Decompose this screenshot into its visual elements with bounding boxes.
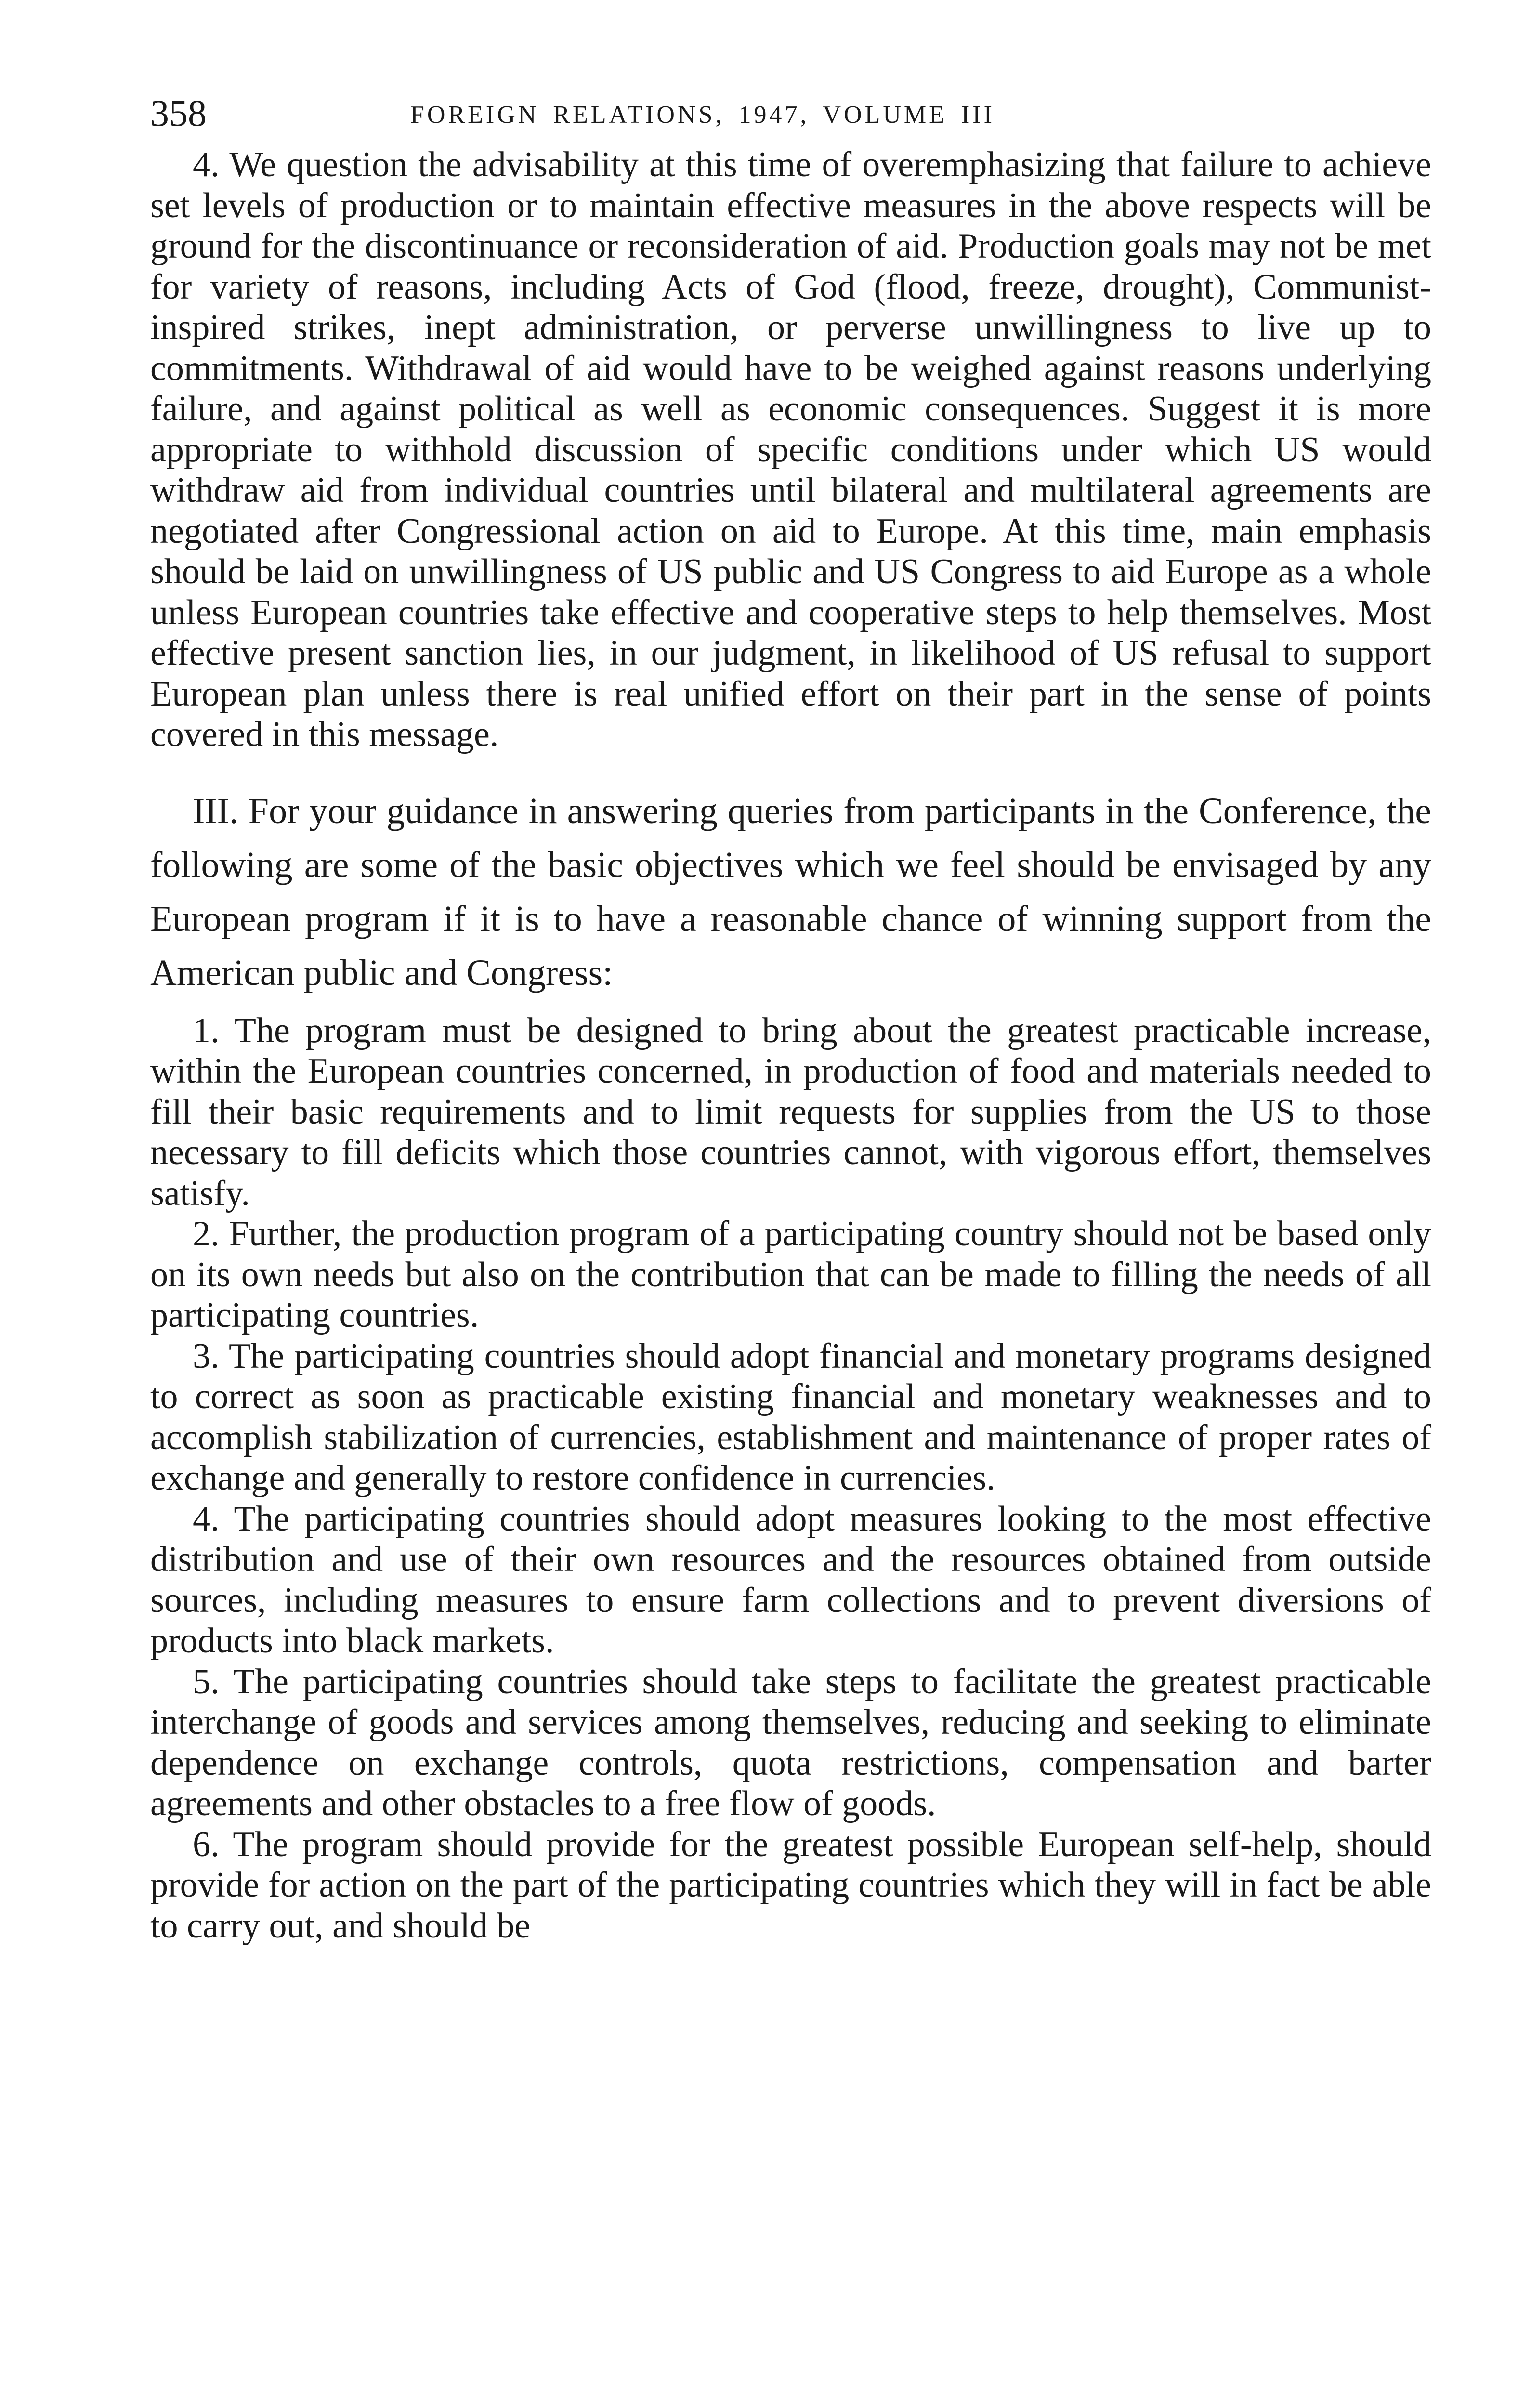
- objective-5: 5. The participating countries should take steps to facilitate the greatest practicable interchange of goods and services among themselves, reducing and seeking to eliminate dependence on exchange controls, quota restrictions, compensation and barter agreements and other obstacles to a free flow of goods.: [150, 1662, 1431, 1823]
- paragraph-4-block: [150, 144, 1431, 755]
- objective-1: 1. The program must be designed to bring about the greatest practicable increase, within the European countries concerned, in production of food and materials needed to fill their basic requirements and to limit requests for supplies from the US to those necessary to fill deficits which those countries cannot, with vigorous effort, themselves satisfy.: [150, 1010, 1431, 1213]
- objective-3: 3. The participating countries should adopt financial and monetary programs designed to correct as soon as practicable existing financial and monetary weaknesses and to accomplish stabilization of currencies, establishment and maintenance of proper rates of exchange and generally to restore confidence in currencies.: [150, 1336, 1431, 1498]
- page-number: 358: [150, 92, 207, 134]
- section-iii-intro-block: [150, 784, 1431, 1000]
- page-header: [150, 92, 1431, 144]
- paragraph-4: 4. We question the advisability at this time of overemphasizing that failure to achieve set levels of production or to maintain effective measures in the above respects will be ground for the discontinuance or reconsideration of aid. Production goals may not be met for variety of reasons, including Acts of God (flood, freeze, drought), Communist-inspired strikes, inept administration, or perverse unwillingness to live up to commitments. Withdrawal of aid would have to be weighed against reasons underlying failure, and against political as well as economic consequences. Suggest it is more appropriate to withhold discussion of specific conditions under which US would withdraw aid from individual countries until bilateral and multilateral agreements are negotiated after Congressional action on aid to Europe. At this time, main emphasis should be laid on unwillingness of US public and US Congress to aid Europe as a whole unless European countries take effective and cooperative steps to help themselves. Most effective present sanction lies, in our judgment, in likelihood of US refusal to support European plan unless there is real unified effort on their part in the sense of points covered in this message.: [150, 145, 1431, 754]
- objective-6: 6. The program should provide for the greatest possible European self-help, should provide for action on the part of the participating countries which they will in fact be able to carry out, and should be: [150, 1824, 1431, 1946]
- objective-4: 4. The participating countries should adopt measures looking to the most effective distribution and use of their own resources and the resources obtained from outside sources, including measures to ensure farm collections and to prevent diversions of products into black markets.: [150, 1499, 1431, 1661]
- document-page: [150, 92, 1431, 1946]
- objective-2: 2. Further, the production program of a participating country should not be based only on its own needs but also on the contribution that can be made to filling the needs of all participating countries.: [150, 1214, 1431, 1335]
- objectives-list: [150, 1010, 1431, 1947]
- section-iii-intro: III. For your guidance in answering queries from participants in the Conference, the following are some of the basic objectives which we feel should be envisaged by any European program if it is to have a reasonable chance of winning support from the American public and Congress:: [150, 790, 1431, 993]
- running-head: FOREIGN RELATIONS, 1947, VOLUME III: [410, 101, 995, 129]
